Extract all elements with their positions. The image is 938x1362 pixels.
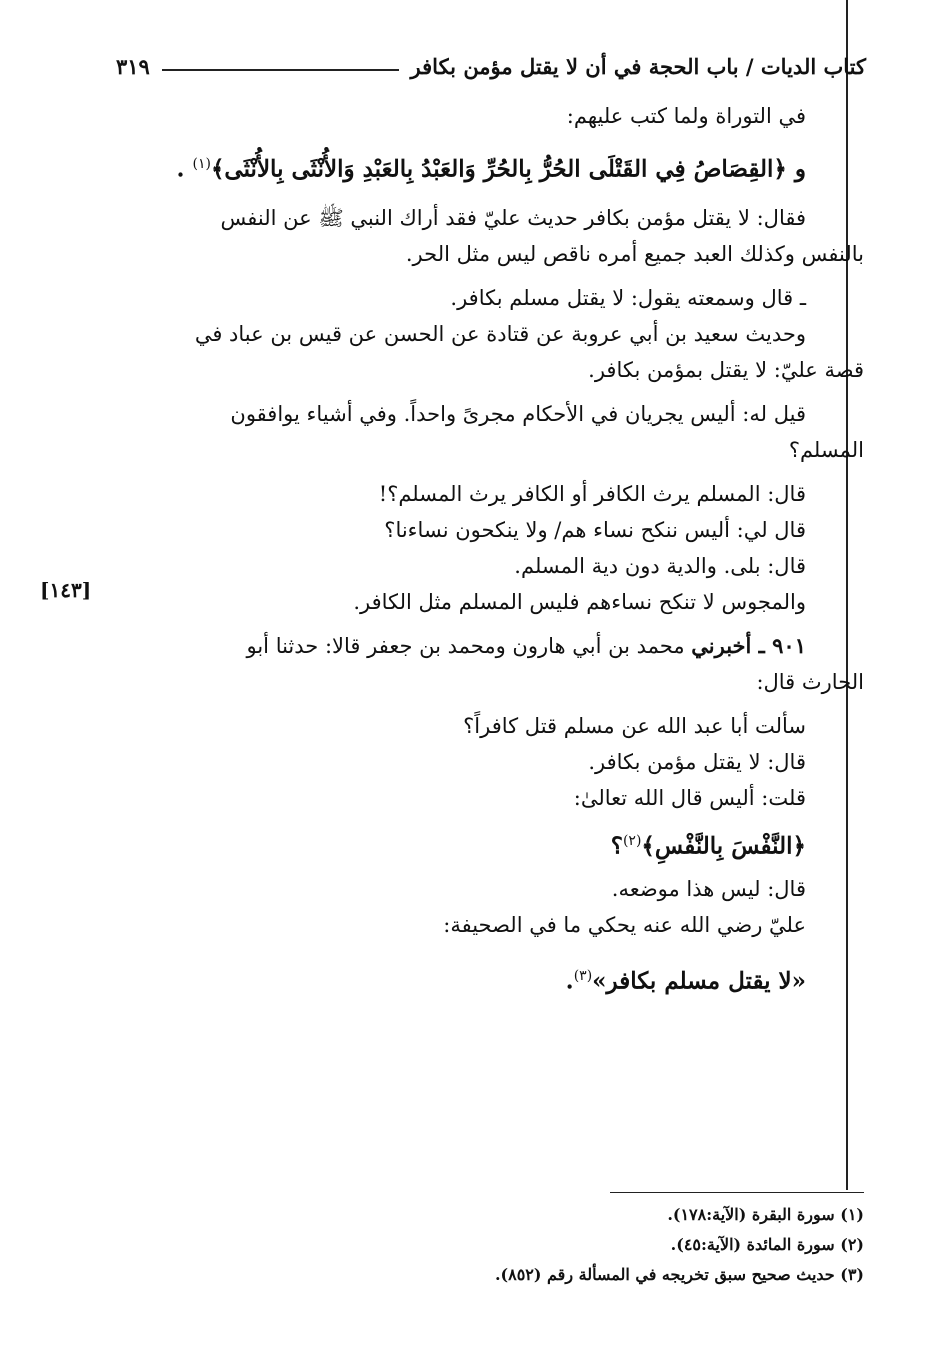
- quran-verse-line: [116, 142, 864, 192]
- hadith-chain: محمد بن أبي هارون ومحمد بن جعفر قالا: حدثنا أبو: [246, 633, 685, 658]
- hadith-number: ٩٠١ ـ أخبرني: [691, 632, 806, 658]
- footnotes: [300, 1200, 864, 1290]
- footnote: (٣) حديث صحيح سبق تخريجه في المسألة رقم (٨٥٢).: [494, 1265, 864, 1284]
- page-number: ٣١٩: [116, 53, 150, 79]
- text-line: سألت أبا عبد الله عن مسلم قتل كافراً؟: [463, 713, 806, 738]
- text-line: قيل له: أليس يجريان في الأحكام مجرىً واحداً. وفي أشياء يوافقون: [230, 401, 806, 426]
- hadith-901: [116, 628, 864, 700]
- verse-end: .: [176, 155, 185, 183]
- text-line: المسلم؟: [788, 437, 864, 462]
- footnote: (١) سورة البقرة (الآية:١٧٨).: [667, 1205, 864, 1224]
- hadith-quote-line: [116, 951, 864, 1007]
- text-line: قال: المسلم يرث الكافر أو الكافر يرث المسلم؟!: [378, 481, 806, 506]
- quran-verse: ﴿القِصَاصُ فِي القَتْلَى الحُرُّ بِالحُرِّ وَالعَبْدُ بِالعَبْدِ وَالأُنْثَى بِالأُنْثَى﴾: [210, 155, 787, 183]
- paragraph: [116, 200, 864, 272]
- verse-end: ؟: [610, 832, 623, 860]
- text-line: والمجوس لا تنكح نساءهم فليس المسلم مثل الكافر.: [353, 589, 806, 614]
- paragraph: [116, 396, 864, 468]
- quran-verse-line: [116, 816, 864, 872]
- main-text: [116, 98, 864, 1007]
- footnote-marker: (٣): [573, 968, 593, 985]
- text-line: ـ قال وسمعته يقول: لا يقتل مسلم بكافر.: [450, 285, 806, 310]
- running-title: كتاب الديات / باب الحجة في أن لا يقتل مؤمن بكافر: [410, 53, 866, 79]
- running-header: [116, 48, 866, 84]
- text-line: قال لي: أليس ننكح نساء هم/ ولا ينكحون نساءنا؟: [384, 517, 806, 542]
- footnote: (٢) سورة المائدة (الآية:٤٥).: [670, 1235, 864, 1254]
- header-rule: [162, 69, 399, 71]
- text-line: بالنفس وكذلك العبد جميع أمره ناقص ليس مثل الحر.: [405, 241, 864, 266]
- hadith-quote: «لا يقتل مسلم بكافر»: [592, 967, 806, 995]
- text-line: فقال: لا يقتل مؤمن بكافر حديث عليّ فقد أراك النبي ﷺ عن النفس: [220, 205, 806, 230]
- text-line: قال: ليس هذا موضعه.: [611, 877, 806, 902]
- text-line: [116, 628, 864, 664]
- text-line: قال: بلى. والدية دون دية المسلم.: [514, 553, 806, 578]
- text-line: عليّ رضي الله عنه يحكي ما في الصحيفة:: [443, 913, 806, 938]
- text-line: في التوراة ولما كتب عليهم:: [566, 104, 806, 128]
- text-line: الحارث قال:: [756, 669, 864, 694]
- verse-prefix: و: [794, 155, 806, 183]
- paragraph: [116, 316, 864, 388]
- quran-verse: ﴿النَّفْسَ بِالنَّفْسِ﴾: [641, 832, 806, 860]
- margin-reference: [١٤٣]: [40, 578, 92, 602]
- text-line: وحديث سعيد بن أبي عروبة عن قتادة عن الحسن عن قيس بن عباد في: [194, 321, 806, 346]
- text-line: قصة عليّ: لا يقتل بمؤمن بكافر.: [588, 357, 864, 382]
- footnote-rule: [610, 1192, 864, 1193]
- quote-end: .: [565, 967, 574, 995]
- footnote-marker: (٢): [622, 832, 642, 849]
- footnote-marker: (١): [192, 156, 211, 172]
- text-line: قال: لا يقتل مؤمن بكافر.: [588, 749, 806, 774]
- text-line: قلت: أليس قال الله تعالىٰ:: [573, 785, 806, 810]
